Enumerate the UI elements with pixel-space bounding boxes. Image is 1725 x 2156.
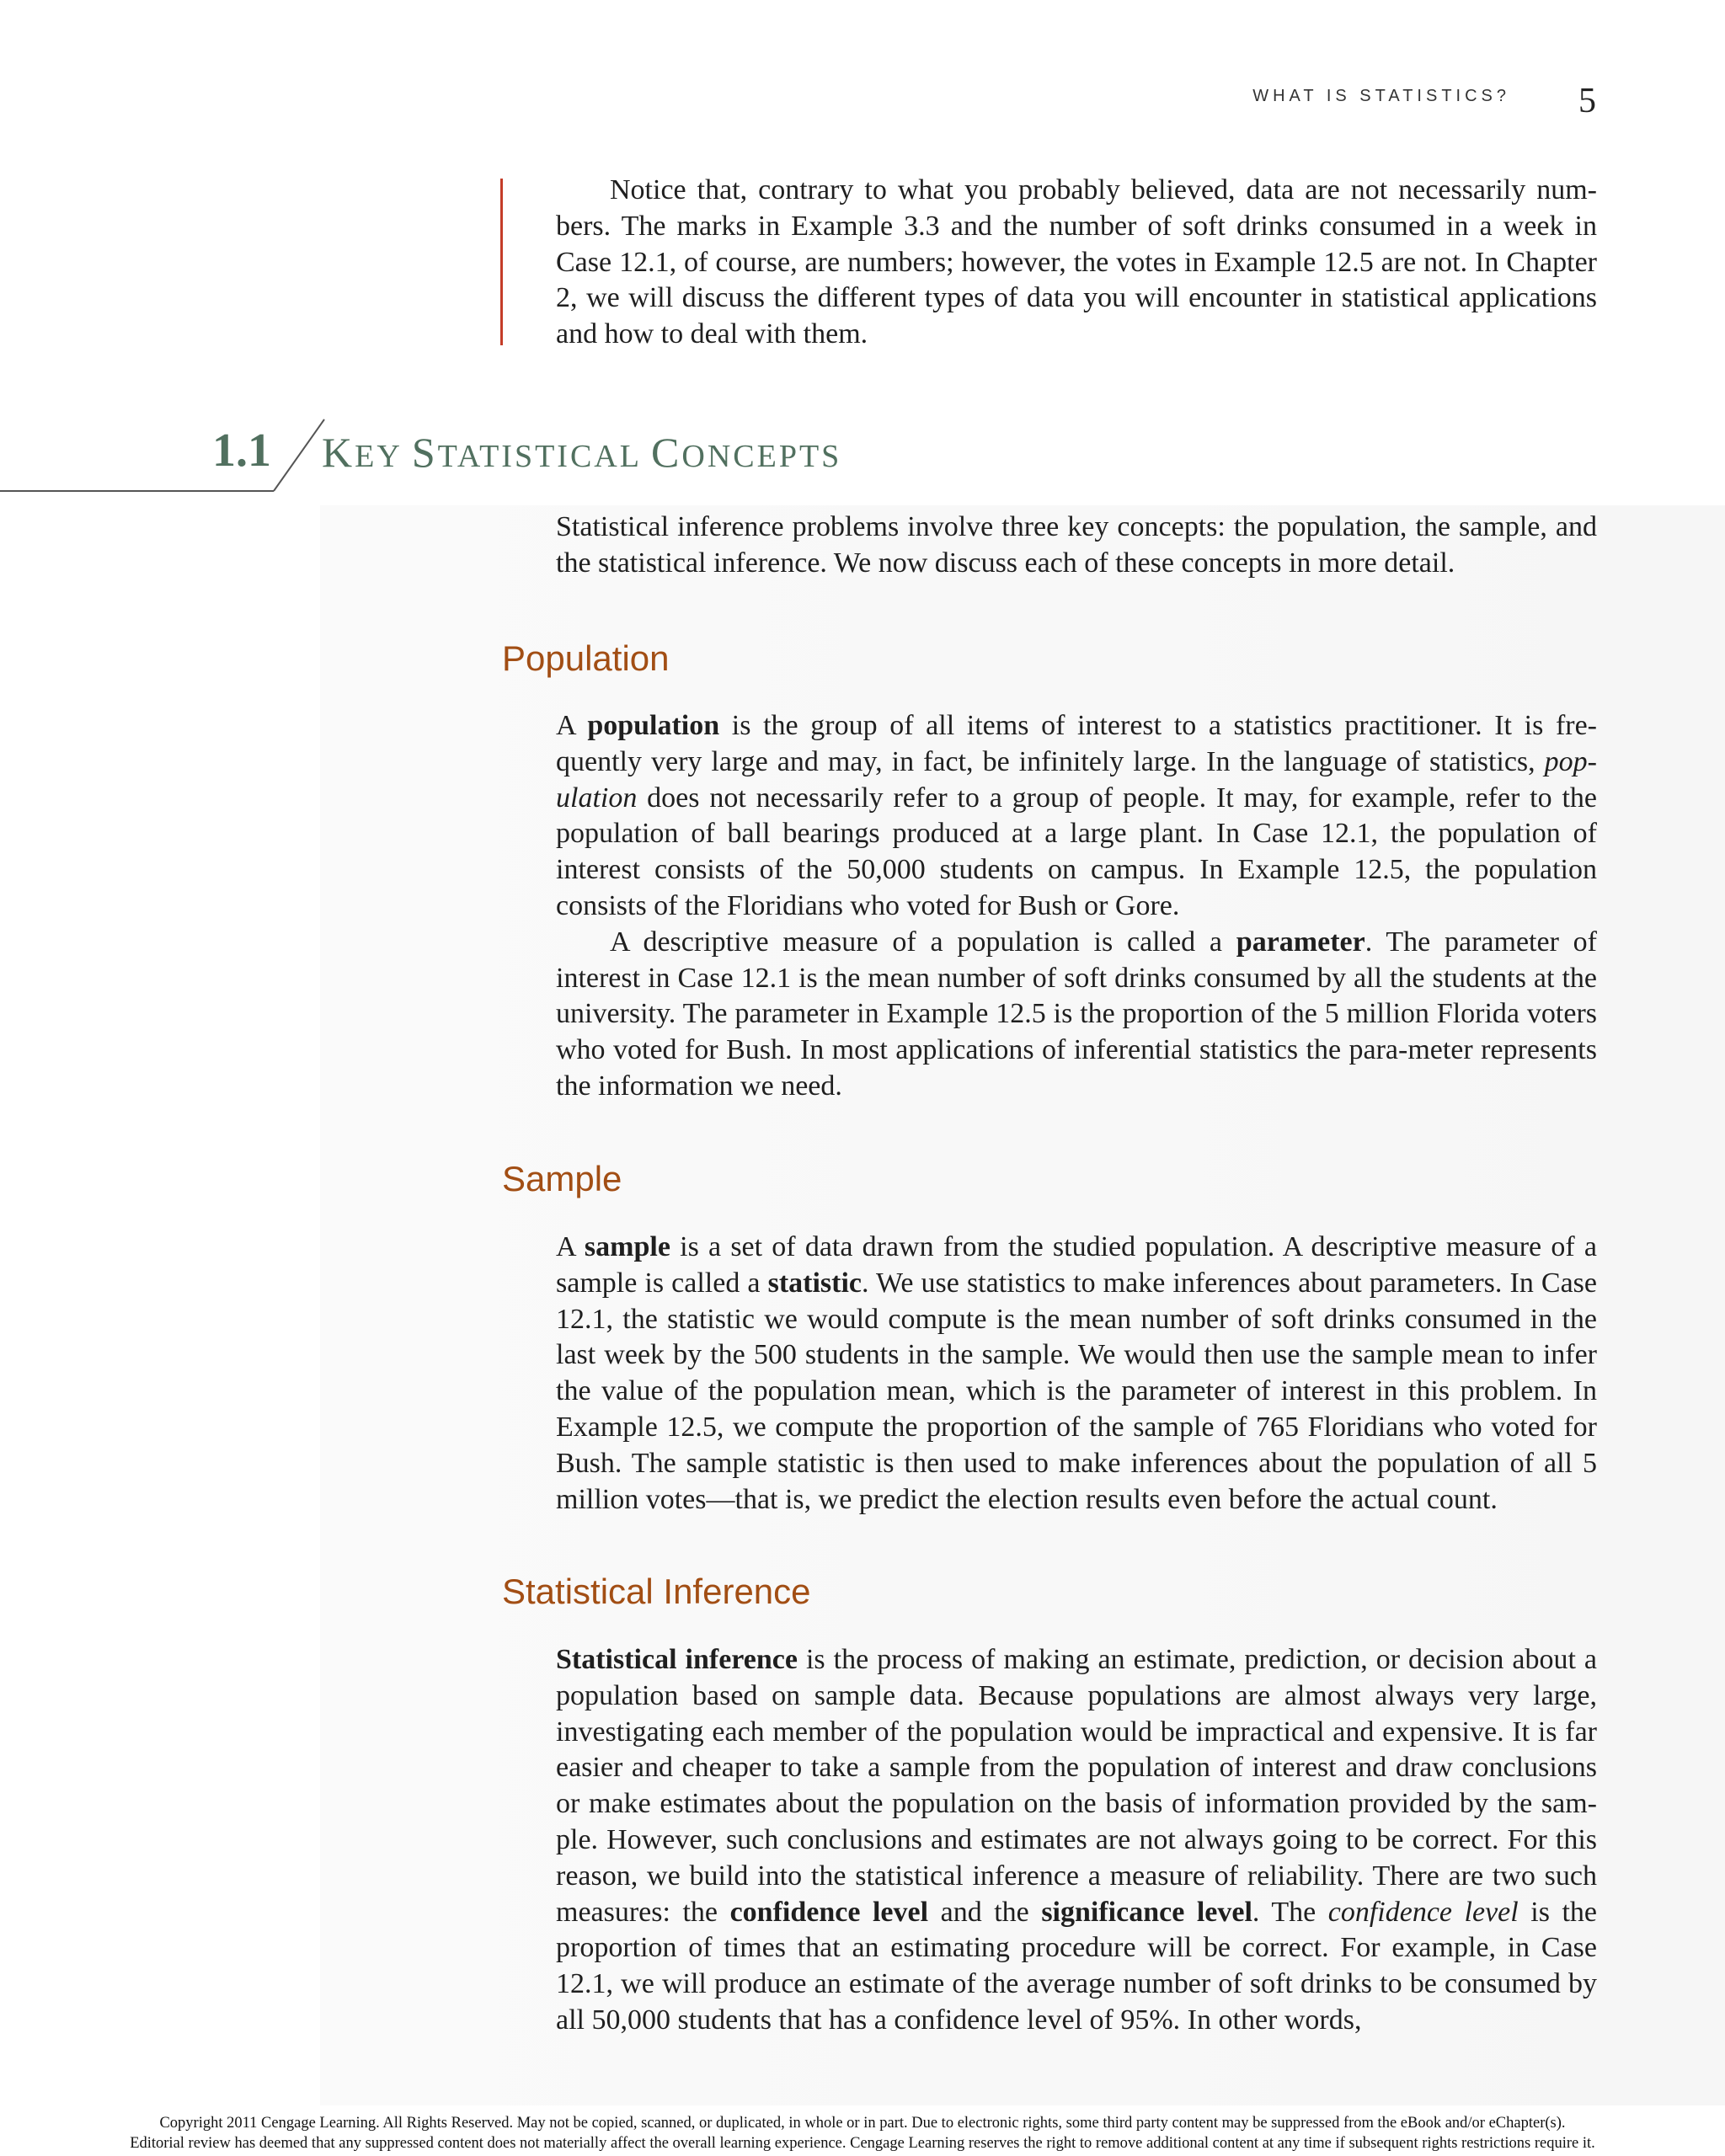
inference-paragraph: Statistical inference is the process of making an estimate, prediction, or decision about a population based on sample data. Because populations are almost always very large, investigating each member of the population would be impractical and expensive. It is far easier and cheaper to take a sample from the population of interest and draw conclusions or make estimates about the population on the basis of information provided by the sam-ple. However, such conclusions and estimates are not always going to be correct. For this reason, we build into the statistical inference a measure of reliability. There are two such measures: the confidence level and the significance level. The confidence level is the proportion of times that an estimating procedure will be correct. For example, in Case 12.1, we will produce an estimate of the average number of soft drinks to be consumed by all 50,000 students that has a confidence level of 95%. In other words, — [556, 1644, 1598, 2036]
section-intro-block — [556, 510, 1597, 582]
inference-heading: Statistical Inference — [502, 1572, 811, 1611]
population-block — [556, 708, 1597, 1105]
sample-block — [556, 1230, 1597, 1518]
population-heading: Population — [502, 638, 670, 678]
inference-block — [556, 1642, 1597, 2039]
running-head: WHAT IS STATISTICS? — [1252, 87, 1510, 105]
page-number: 5 — [1578, 82, 1596, 120]
section-number: 1.1 — [212, 424, 271, 477]
copyright-line-1: Copyright 2011 Cengage Learning. All Rights Reserved. May not be copied, scanned, or duplicated, in whole or in part. Due to electronic rights, some third party content may be suppressed from the eBook and/or eChapter(s). — [159, 2115, 1566, 2132]
population-paragraph-1: A population is the group of all items of interest to a statistics practitioner. It is fre-quently very large and may, in fact, be infinitely large. In the language of statistics, pop-ulation does not necessarily refer to a group of people. It may, for example, refer to the population of ball bearings produced at a large plant. In Case 12.1, the population of interest consists of the 50,000 students on campus. In Example 12.5, the population consists of the Floridians who voted for Bush or Gore. — [556, 710, 1597, 921]
copyright-line-2: Editorial review has deemed that any suppressed content does not materially affect the overall learning experience. Cengage Learning reserves the right to remove additional content at any time if subsequent rights restrictions require it. — [130, 2135, 1595, 2152]
population-paragraph-2: A descriptive measure of a population is called a parameter. The parameter of interest in Case 12.1 is the mean number of soft drinks consumed by all the students at the university. The parameter in Example 12.5 is the proportion of the 5 million Florida voters who voted for Bush. In most applications of inferential statistics the para-meter represents the information we need. — [556, 926, 1597, 1102]
section-title: KEY STATISTICAL CONCEPTS — [322, 429, 842, 476]
sample-paragraph: A sample is a set of data drawn from the studied population. A descriptive measure of a sample is called a statistic. We use statistics to make inferences about parameters. In Case 12.1, the statistic we would compute is the mean number of soft drinks consumed in the last week by the 500 students in the sample. We would then use the sample mean to infer the value of the population mean, which is the parameter of interest in this problem. In Example 12.5, we compute the proportion of the sample of 765 Floridians who voted for Bush. The sample statistic is then used to make inferences about the population of all 5 million votes—that is, we predict the election results even before the actual count. — [556, 1231, 1597, 1515]
copyright-notice — [0, 2113, 1725, 2153]
sample-heading: Sample — [502, 1159, 622, 1198]
section-rule — [0, 413, 354, 497]
section-intro-paragraph: Statistical inference problems involve three key concepts: the population, the sample, and the statistical inference. We now discuss each of these concepts in more detail. — [556, 511, 1597, 579]
intro-paragraph: Notice that, contrary to what you probably believed, data are not necessarily num-bers. The marks in Example 3.3 and the number of soft drinks consumed in a week in Case 12.1, of course, are numbers; however, the votes in Example 12.5 are not. In Chapter 2, we will discuss the different types of data you will encounter in statistical applications and how to deal with them. — [556, 174, 1597, 350]
margin-bar — [500, 179, 503, 345]
intro-block — [556, 173, 1597, 353]
